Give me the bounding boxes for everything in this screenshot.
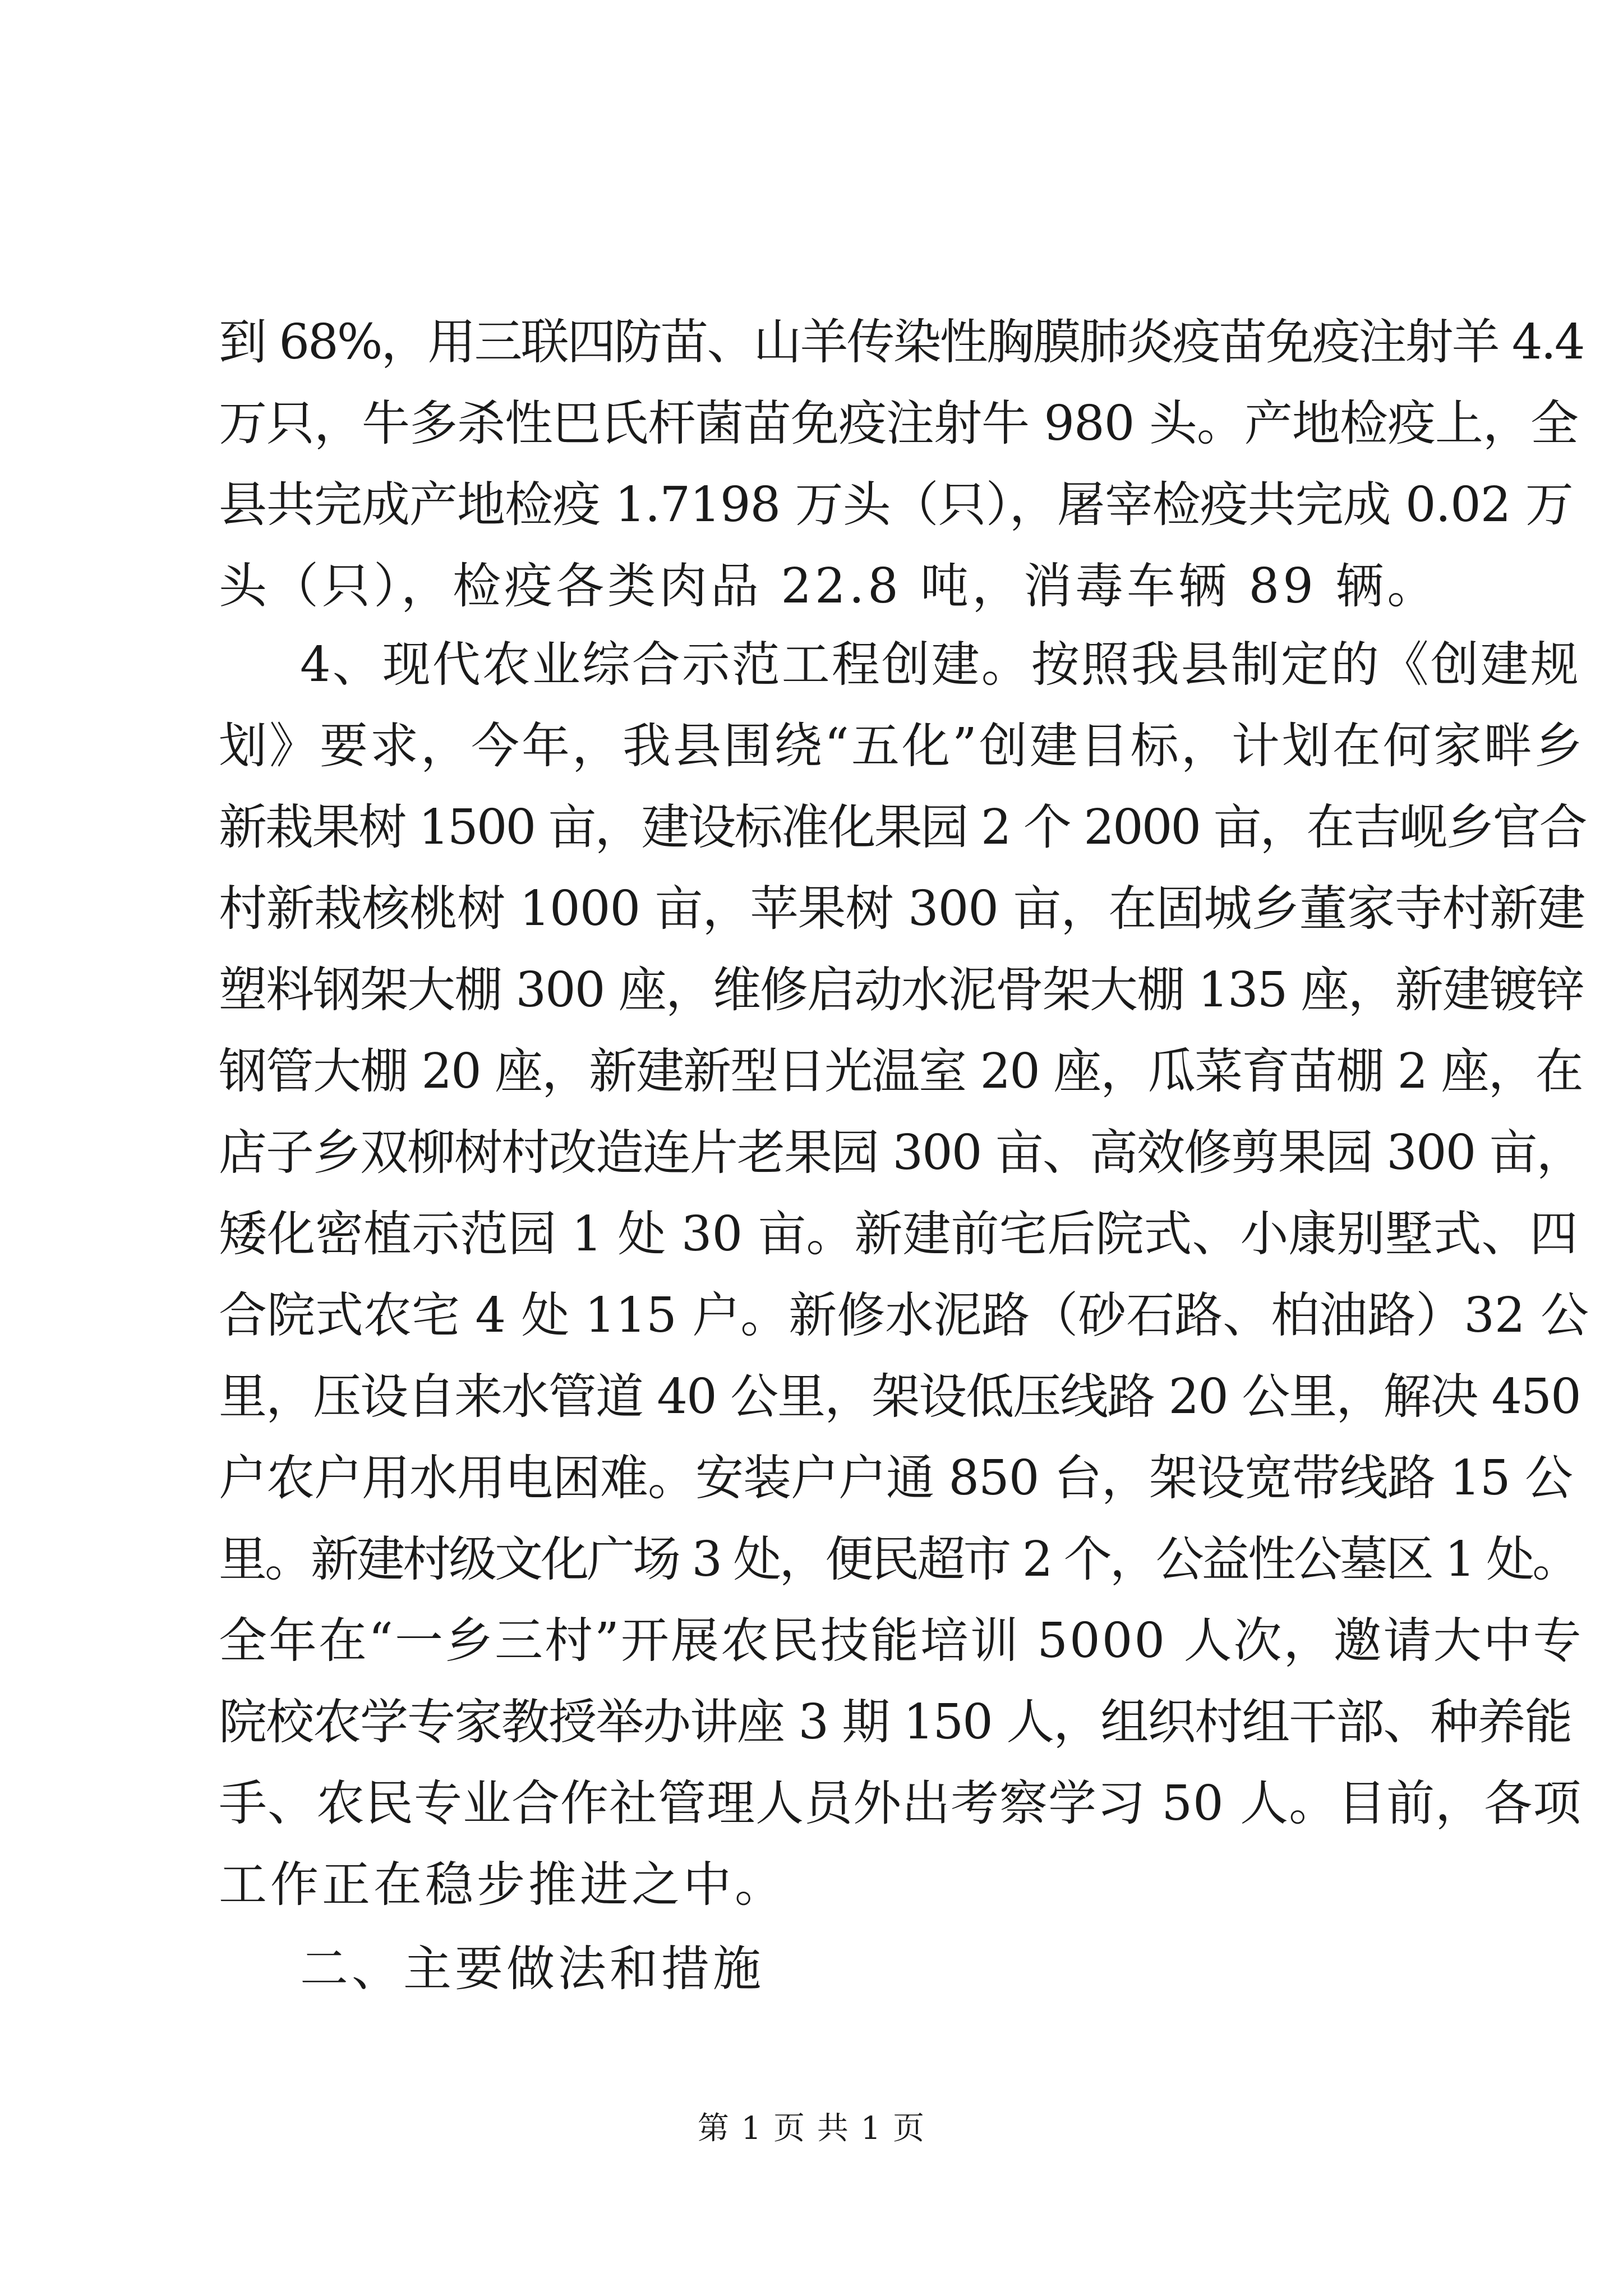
paragraph-line: 手、农民专业合作社管理人员外出考察学习 50 人。目前，各项: [219, 1775, 1582, 1832]
paragraph-line: 全年在“一乡三村”开展农民技能培训 5000 人次，邀请大中专: [219, 1613, 1583, 1669]
paragraph-line: 县共完成产地检疫 1.7198 万头（只），屠宰检疫共完成 0.02 万: [219, 477, 1573, 533]
paragraph-line: 头（只），检疫各类肉品 22.8 吨，消毒车辆 89 辆。: [219, 558, 1439, 614]
paragraph-line: 里。新建村级文化广场 3 处，便民超市 2 个，公益性公墓区 1 处。: [219, 1531, 1579, 1588]
paragraph-line: 新栽果树 1500 亩，建设标准化果园 2 个 2000 亩，在吉岘乡官合: [219, 799, 1586, 855]
paragraph-line: 村新栽核桃树 1000 亩，苹果树 300 亩，在固城乡董家寺村新建: [219, 881, 1585, 937]
paragraph-line: 塑料钢架大棚 300 座，维修启动水泥骨架大棚 135 座，新建镀锌: [219, 962, 1584, 1018]
paragraph-line: 里，压设自来水管道 40 公里，架设低压线路 20 公里，解决 450: [219, 1369, 1580, 1425]
paragraph-line: 合院式农宅 4 处 115 户。新修水泥路（砂石路、柏油路）32 公: [219, 1287, 1589, 1343]
paragraph-line: 店子乡双柳树村改造连片老果园 300 亩、高效修剪果园 300 亩，: [219, 1125, 1584, 1181]
section-heading: 二、主要做法和措施: [300, 1941, 764, 1997]
page-footer: 第 1 页 共 1 页: [697, 2110, 926, 2147]
paragraph-line: 到 68%，用三联四防苗、山羊传染性胸膜肺炎疫苗免疫注射羊 4.4: [219, 314, 1584, 370]
paragraph-line: 万只，牛多杀性巴氏杆菌苗免疫注射牛 980 头。产地检疫上，全: [219, 395, 1578, 452]
paragraph-line: 院校农学专家教授举办讲座 3 期 150 人，组织村组干部、种养能: [219, 1694, 1572, 1750]
paragraph-line: 工作正在稳步推进之中。: [219, 1857, 786, 1913]
paragraph-line: 划》要求，今年，我县围绕“五化”创建目标，计划在何家畔乡: [219, 718, 1585, 774]
paragraph-line: 钢管大棚 20 座，新建新型日光温室 20 座，瓜菜育苗棚 2 座，在: [219, 1043, 1583, 1099]
paragraph-line: 户农户用水用电困难。安装户户通 850 台，架设宽带线路 15 公: [219, 1450, 1573, 1506]
paragraph-line: 4、现代农业综合示范工程创建。按照我县制定的《创建规: [300, 637, 1580, 693]
paragraph-line: 矮化密植示范园 1 处 30 亩。新建前宅后院式、小康别墅式、四: [219, 1206, 1578, 1262]
